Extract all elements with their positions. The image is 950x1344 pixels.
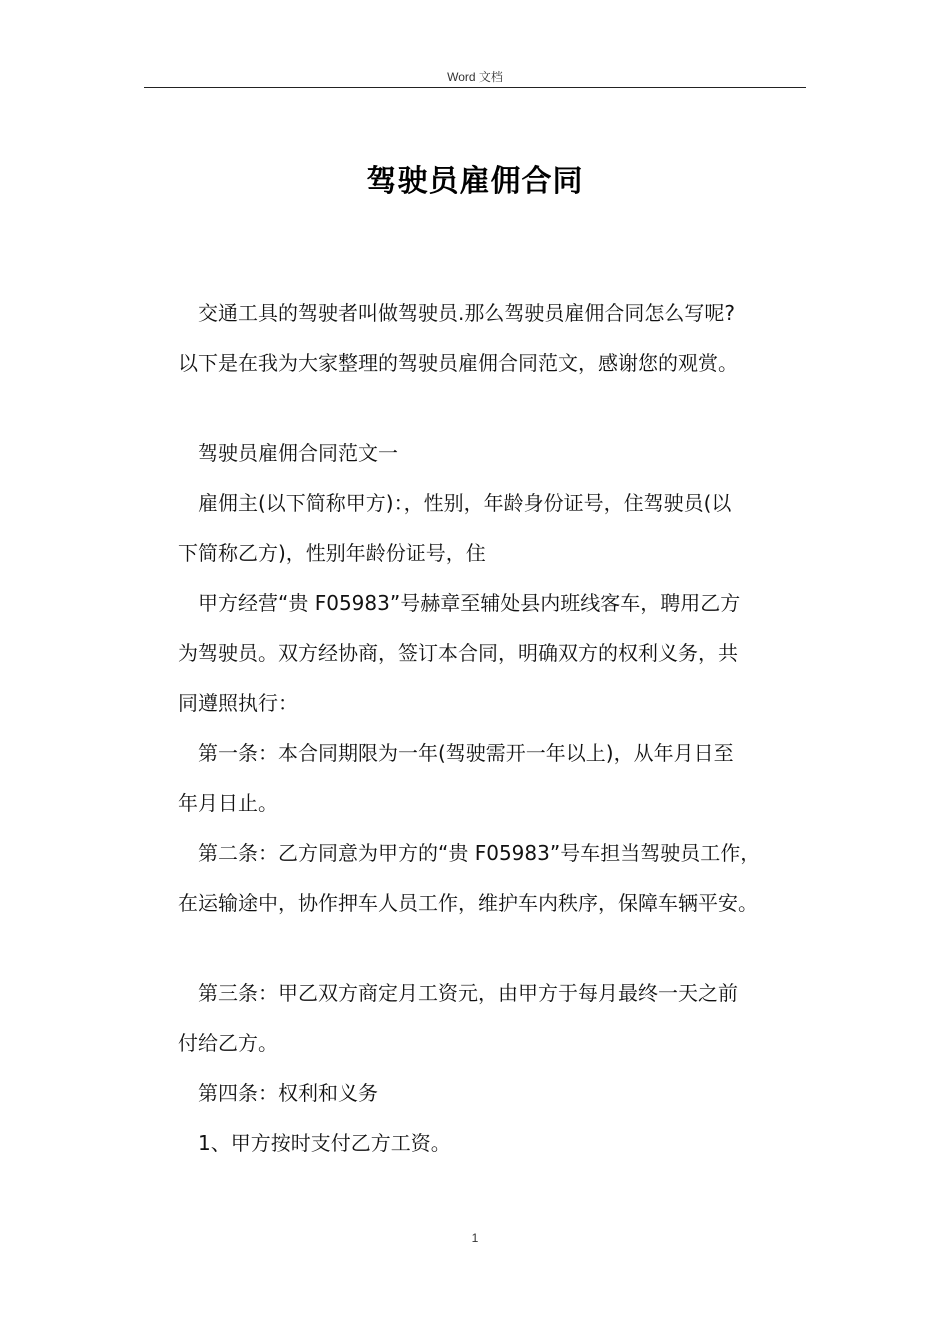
clause-line: 1、甲方按时支付乙方工资。 <box>198 1131 451 1155</box>
clause-line: 在运输途中，协作押车人员工作，维护车内秩序，保障车辆平安。 <box>178 891 758 915</box>
clause-line: 付给乙方。 <box>178 1031 278 1055</box>
document-title: 驾驶员雇佣合同 <box>366 164 584 199</box>
paragraph-line: 同遵照执行： <box>178 691 298 715</box>
document-body <box>178 288 818 1168</box>
section-heading: 驾驶员雇佣合同范文一 <box>198 441 398 465</box>
paragraph-line: 甲方经营“贵 F05983”号赫章至辅处县内班线客车，聘用乙方 <box>198 591 741 615</box>
clause-line: 第四条：权利和义务 <box>198 1081 378 1105</box>
clause-line: 第二条：乙方同意为甲方的“贵 F05983”号车担当驾驶员工作， <box>198 841 761 865</box>
paragraph-line: 以下是在我为大家整理的驾驶员雇佣合同范文，感谢您的观赏。 <box>178 351 738 375</box>
clause-line: 年月日止。 <box>178 791 278 815</box>
clause-line: 第三条：甲乙双方商定月工资元，由甲方于每月最终一天之前 <box>198 981 738 1005</box>
page-header: Word 文档 <box>447 70 503 84</box>
paragraph-line: 下简称乙方)，性别年龄份证号，住 <box>178 541 486 565</box>
header-divider <box>144 87 806 88</box>
page-number: 1 <box>471 1231 479 1245</box>
clause-line: 第一条：本合同期限为一年(驾驶需开一年以上)，从年月日至 <box>198 741 734 765</box>
paragraph-line: 为驾驶员。双方经协商，签订本合同，明确双方的权利义务，共 <box>178 641 738 665</box>
paragraph-line: 交通工具的驾驶者叫做驾驶员.那么驾驶员雇佣合同怎么写呢? <box>198 301 735 325</box>
paragraph-line: 雇佣主(以下简称甲方)：，性别，年龄身份证号，住驾驶员(以 <box>198 491 732 515</box>
